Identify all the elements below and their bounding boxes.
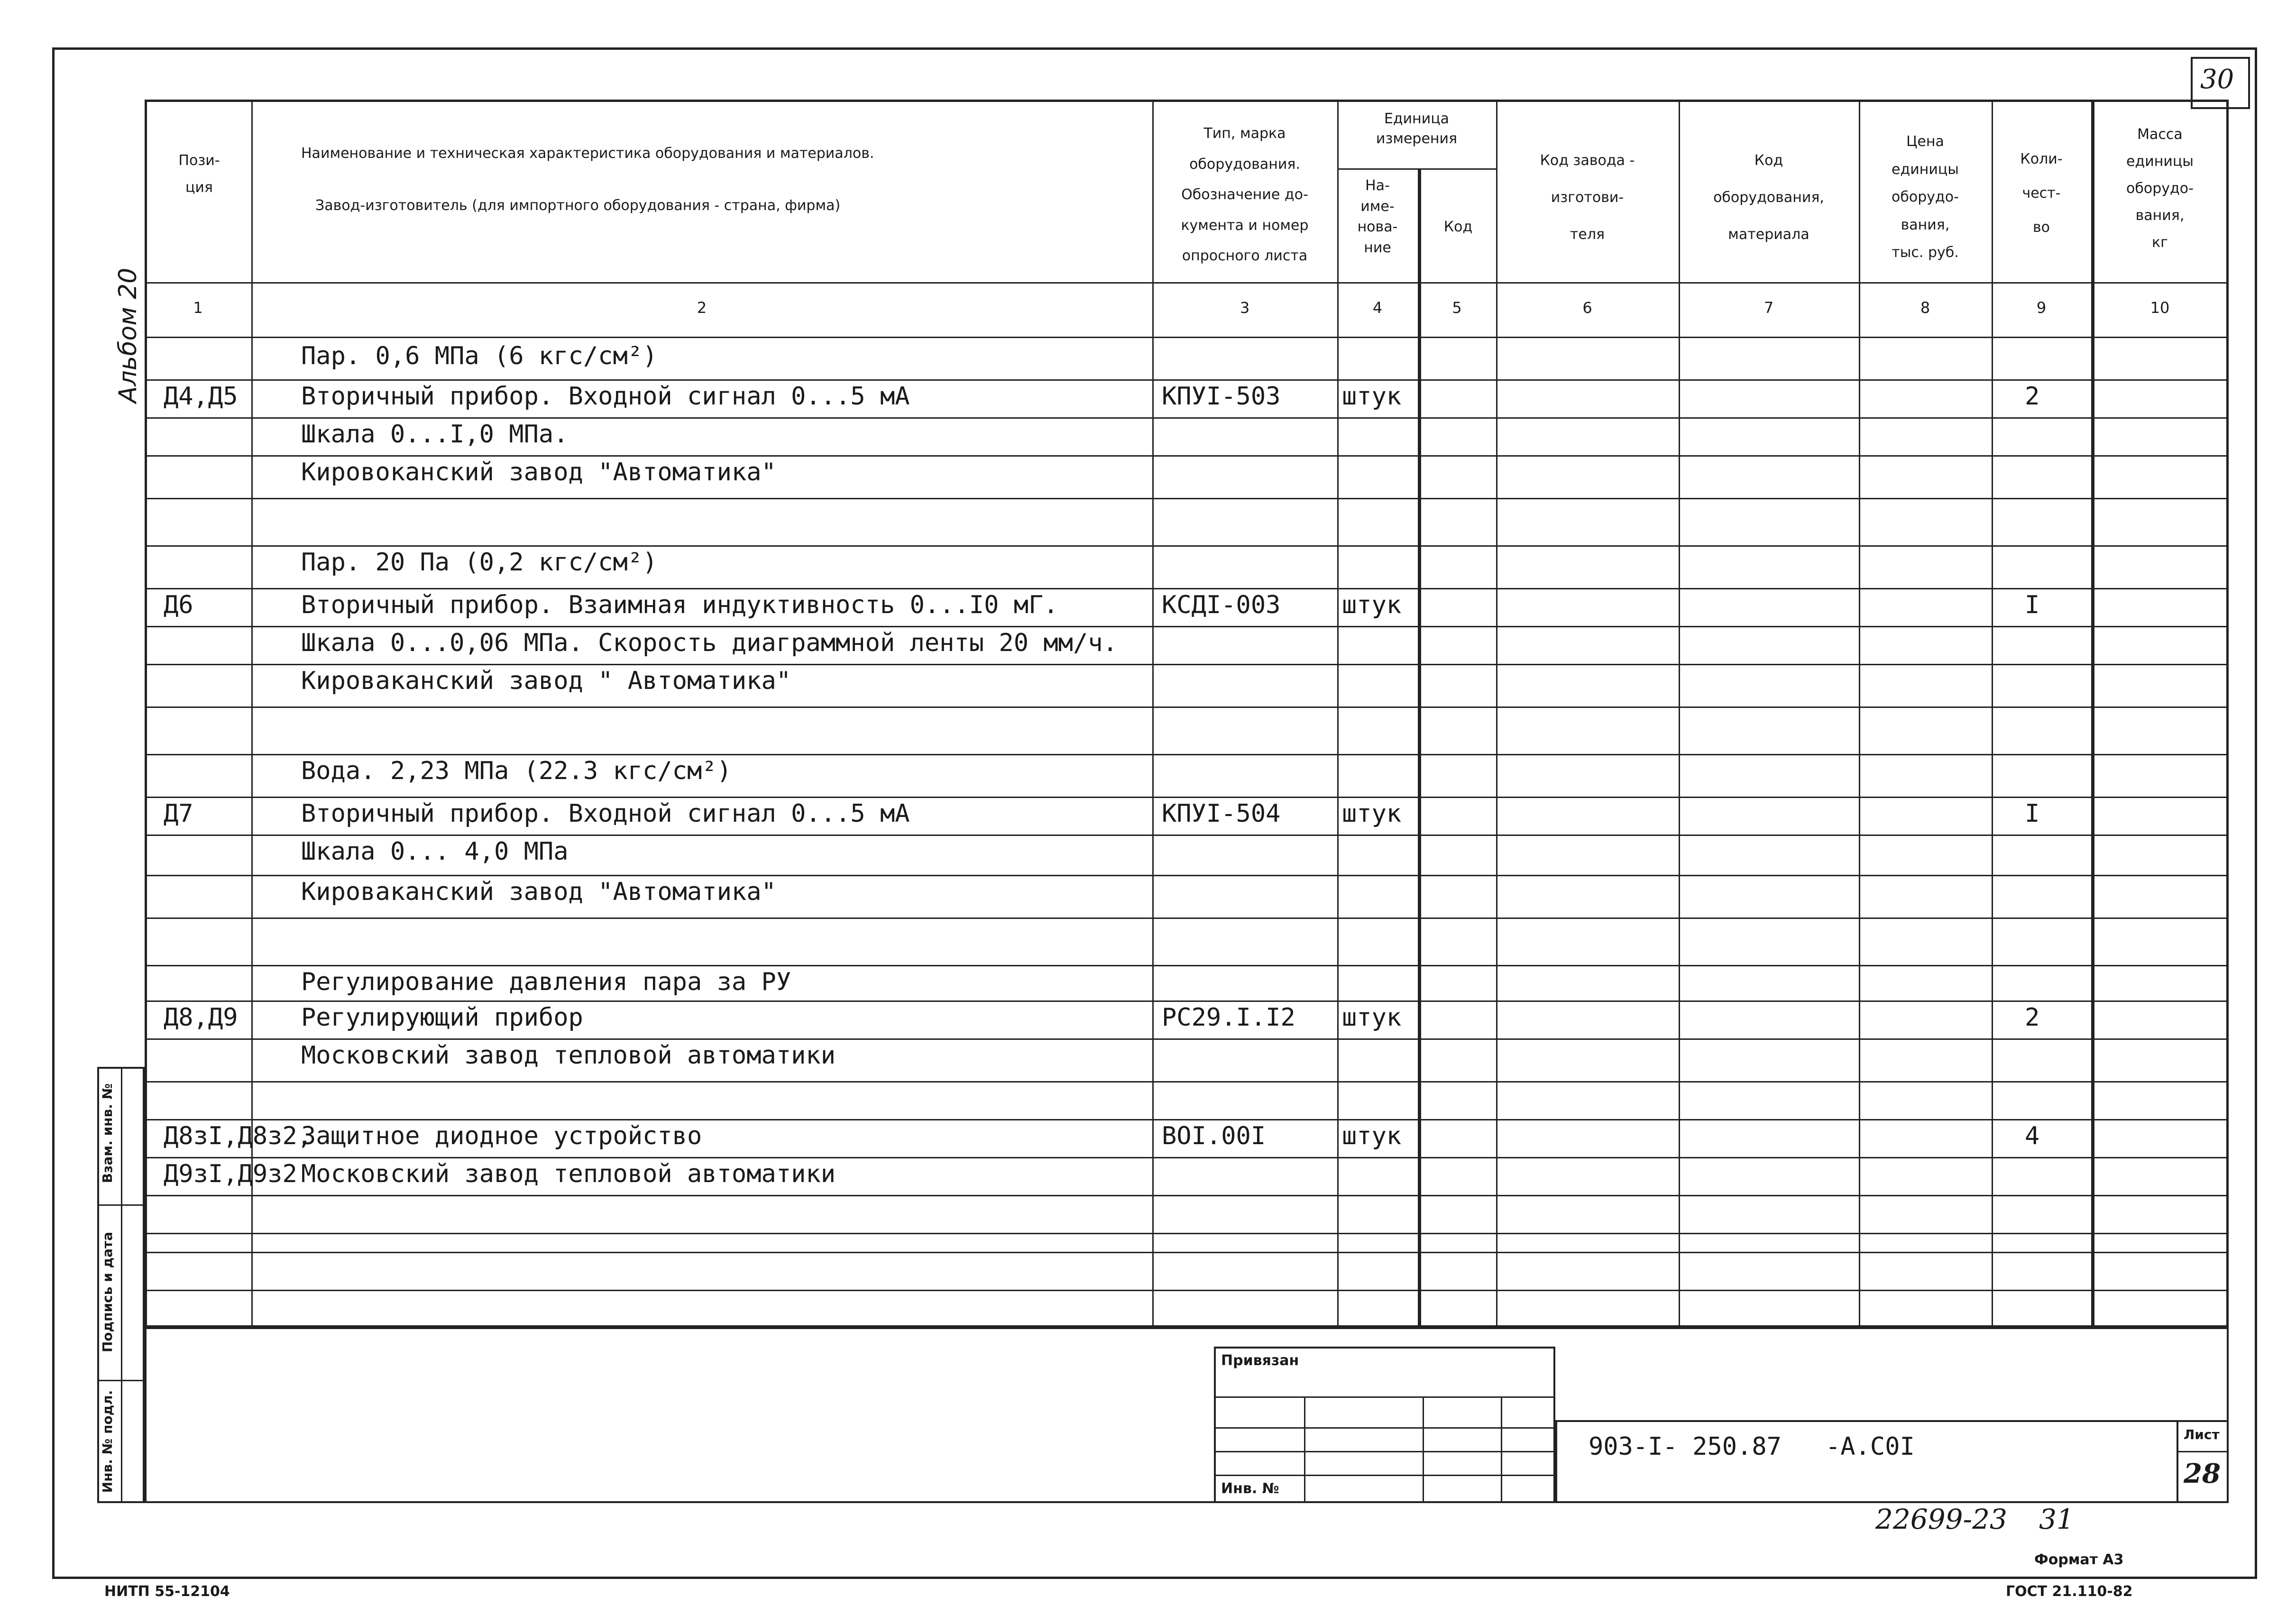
row-line xyxy=(145,1157,2229,1158)
row-name: Московский завод тепловой автоматики xyxy=(301,1160,836,1188)
row-unit: штук xyxy=(1342,382,1402,411)
row-type: ВОI.00I xyxy=(1162,1122,1266,1150)
doc-suffix: -А.С0I xyxy=(1826,1432,1915,1461)
row-position: Д8зI,Д8з2, xyxy=(164,1122,312,1150)
row-line xyxy=(145,918,2229,919)
row-type: КПУI-504 xyxy=(1162,799,1281,828)
row-line xyxy=(145,797,2229,798)
header-mass: Масса единицы оборудо- вания, кг xyxy=(2126,126,2194,251)
row-line xyxy=(145,498,2229,499)
row-position: Д4,Д5 xyxy=(164,382,238,411)
row-name: Кировоканский завод "Автоматика" xyxy=(301,458,776,486)
row-quantity: I xyxy=(2025,799,2040,828)
row-line xyxy=(145,664,2229,665)
row-position: Д7 xyxy=(164,799,193,828)
row-line xyxy=(145,626,2229,627)
row-quantity: 2 xyxy=(2025,382,2040,411)
row-line xyxy=(145,417,2229,419)
row-type: КПУI-503 xyxy=(1162,382,1281,411)
row-line xyxy=(145,1252,2229,1253)
privyazan-div4 xyxy=(1214,1475,1555,1476)
colnum-1: 1 xyxy=(193,299,203,317)
col-line-4 xyxy=(1418,168,1421,1328)
colnum-3: 3 xyxy=(1240,299,1250,317)
row-name: Шкала 0... 4,0 МПа xyxy=(301,837,569,866)
colnum-10: 10 xyxy=(2150,299,2170,317)
row-name: Московский завод тепловой автоматики xyxy=(301,1041,836,1070)
row-name: Шкала 0...0,06 МПа. Скорость диаграммной ленты 20 мм/ч. xyxy=(301,629,1118,657)
row-position: Д6 xyxy=(164,591,193,619)
sheet-label: Лист xyxy=(2184,1427,2220,1442)
header-name-line2: Завод-изготовитель (для импортного оборудования - страна, фирма) xyxy=(315,197,841,214)
row-type: РС29.I.I2 xyxy=(1162,1003,1295,1032)
header-unit-name: На- име- нова- ние xyxy=(1357,177,1398,256)
colnum-2: 2 xyxy=(697,299,707,317)
header-type: Тип, марка оборудования. Обозначение до- кумента и номер опросного листа xyxy=(1181,125,1309,264)
row-name: Вода. 2,23 МПа (22.3 кгс/см²) xyxy=(301,757,732,785)
privyazan-v1 xyxy=(1304,1396,1305,1503)
row-line xyxy=(145,965,2229,966)
handwritten-archive-number: 22699-23 xyxy=(1875,1503,2007,1535)
col-line-8 xyxy=(1992,100,1993,1328)
row-quantity: 2 xyxy=(2025,1003,2040,1032)
stamp-sign-date: Подпись и дата xyxy=(100,1231,115,1353)
row-name: Вторичный прибор. Входной сигнал 0...5 мА xyxy=(301,382,910,411)
header-unit-code: Код xyxy=(1443,219,1473,235)
stamp-inv-zam: Взам. инв. № xyxy=(100,1083,115,1184)
col-line-3 xyxy=(1337,100,1339,1328)
row-name: Пар. 20 Па (0,2 кгс/см²) xyxy=(301,548,658,577)
row-line xyxy=(145,545,2229,547)
gost-label: ГОСТ 21.110-82 xyxy=(2006,1583,2133,1600)
col-line-7 xyxy=(1859,100,1860,1328)
privyazan-box xyxy=(1214,1347,1555,1503)
row-name: Кироваканский завод " Автоматика" xyxy=(301,667,791,695)
row-name: Регулирование давления пара за РУ xyxy=(301,968,791,996)
row-line xyxy=(145,1290,2229,1291)
colnum-5: 5 xyxy=(1452,299,1462,317)
row-name: Кироваканский завод "Автоматика" xyxy=(301,878,776,906)
header-equipment-code: Код оборудования, материала xyxy=(1713,152,1824,243)
bottom-left-code: НИТП 55-12104 xyxy=(104,1583,230,1600)
row-line xyxy=(145,875,2229,876)
header-price: Цена единицы оборудо- вания, тыс. руб. xyxy=(1892,133,1959,261)
row-line xyxy=(145,1233,2229,1234)
unit-group-divider xyxy=(1337,168,1496,170)
row-line xyxy=(145,706,2229,708)
row-line xyxy=(145,455,2229,457)
row-unit: штук xyxy=(1342,1122,1402,1150)
doc-code: 903-I- 250.87 xyxy=(1589,1432,1782,1461)
album-label: Альбом 20 xyxy=(114,267,142,403)
header-quantity: Коли- чест- во xyxy=(2020,151,2063,236)
row-line xyxy=(145,1119,2229,1120)
corner-number: 30 xyxy=(2200,64,2234,95)
privyazan-v3 xyxy=(1501,1396,1502,1503)
row-line xyxy=(145,1038,2229,1040)
colnum-8: 8 xyxy=(1920,299,1930,317)
col-line-6 xyxy=(1679,100,1680,1328)
row-unit: штук xyxy=(1342,591,1402,619)
privyazan-label: Привязан xyxy=(1221,1352,1299,1369)
privyazan-v2 xyxy=(1423,1396,1424,1503)
row-name: Шкала 0...I,0 МПа. xyxy=(301,420,569,449)
row-name: Пар. 0,6 МПа (6 кгс/см²) xyxy=(301,342,658,370)
header-unit-group: Единица измерения xyxy=(1376,110,1458,147)
inv-no-label: Инв. № xyxy=(1221,1480,1279,1497)
colnum-9: 9 xyxy=(2036,299,2047,317)
header-factory-code: Код завода - изготови- теля xyxy=(1540,152,1635,243)
row-type: КСДI-003 xyxy=(1162,591,1281,619)
sheet-number: 28 xyxy=(2184,1458,2221,1489)
header-divider xyxy=(145,282,2229,284)
row-quantity: I xyxy=(2025,591,2040,619)
format-label: Формат А3 xyxy=(2034,1551,2124,1568)
colnum-4: 4 xyxy=(1372,299,1383,317)
row-line xyxy=(145,754,2229,755)
privyazan-div1 xyxy=(1214,1396,1555,1398)
col-line-2 xyxy=(1152,100,1154,1328)
row-unit: штук xyxy=(1342,1003,1402,1032)
colnum-6: 6 xyxy=(1582,299,1592,317)
row-line xyxy=(145,379,2229,381)
col-line-9 xyxy=(2091,100,2094,1328)
row-unit: штук xyxy=(1342,799,1402,828)
stamp-inv-podl: Инв. № подл. xyxy=(100,1390,115,1493)
row-name: Вторичный прибор. Входной сигнал 0...5 мА xyxy=(301,799,910,828)
row-line xyxy=(145,835,2229,836)
row-line xyxy=(145,1000,2229,1002)
handwritten-archive-number-2: 31 xyxy=(2039,1503,2074,1535)
row-quantity: 4 xyxy=(2025,1122,2040,1150)
row-name: Регулирующий прибор xyxy=(301,1003,583,1032)
row-line xyxy=(145,1081,2229,1083)
row-line xyxy=(145,1195,2229,1196)
row-line xyxy=(145,588,2229,589)
privyazan-div3 xyxy=(1214,1451,1555,1452)
row-name: Защитное диодное устройство xyxy=(301,1122,702,1150)
header-name-line1: Наименование и техническая характеристика оборудования и материалов. xyxy=(301,145,874,162)
column-number-divider xyxy=(145,337,2229,338)
side-stamp-inner xyxy=(121,1067,122,1503)
row-position: Д8,Д9 xyxy=(164,1003,238,1032)
row-position: Д9зI,Д9з2 xyxy=(164,1160,297,1188)
col-line-5 xyxy=(1496,100,1497,1328)
colnum-7: 7 xyxy=(1763,299,1774,317)
privyazan-div2 xyxy=(1214,1427,1555,1429)
row-name: Вторичный прибор. Взаимная индуктивность 0...I0 мГ. xyxy=(301,591,1058,619)
header-position: Пози- ция xyxy=(178,152,220,196)
sheet-label-div xyxy=(2177,1451,2229,1452)
